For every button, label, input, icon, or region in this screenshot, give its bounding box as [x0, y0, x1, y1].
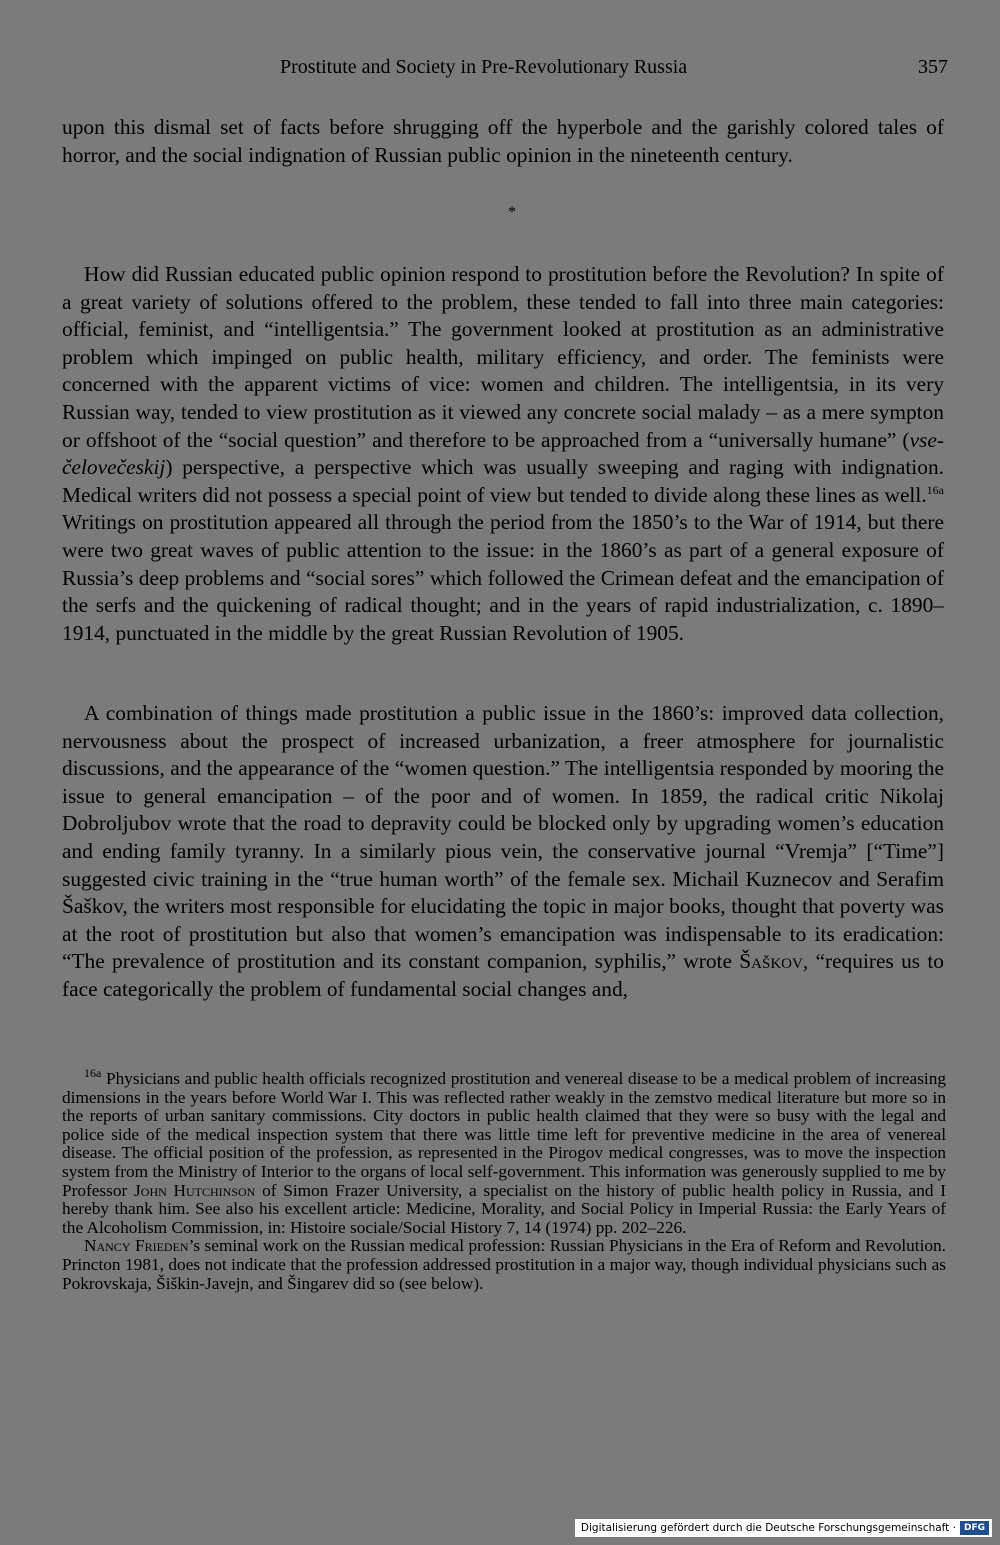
section-separator: * [508, 204, 516, 221]
page-number: 357 [918, 56, 948, 78]
paragraph-3-text-a: A combination of things made prostitution a public issue in the 1860’s: improved data collection, nervousness about the prospect of increased urbanization, a freer atmosphere for journalistic discussions, and the appearance of the “women question.” The intelligentsia responded by mooring the issue to general emancipation – of the poor and of women. In 1859, the radical critic Nikolaj Dobroljubov wrote that the road to depravity could be blocked only by upgrading women’s education and ending family tyranny. In a similarly pious vein, the conservative journal “Vremja” [“Time”] suggested civic training in the “true human worth” of the female sex. Michail Kuznecov and Serafim Šaškov, the writers most responsible for elucidating the topic in major books, thought that poverty was at the root of prostitution but also that women’s emancipation was indispensable to its eradication: “The prevalence of prostitution and its constant companion, syphilis,” wrote [62, 701, 944, 974]
paragraph-2-italic-term: vse-čelovečeskij [62, 427, 944, 480]
paragraph-2 [62, 261, 944, 647]
footer-text: Digitalisierung gefördert durch die Deutsche Forschungsgemeinschaft · [580, 1522, 956, 1534]
page-header [0, 56, 1000, 86]
paragraph-3-text-b: , “requires us to face categorically the problem of fundamental social changes and, [62, 949, 944, 1001]
footnote-mark: 16a [84, 1066, 102, 1081]
digitization-footer [575, 1519, 992, 1537]
paragraph-3 [62, 700, 944, 1004]
footnote-reference-16a: 16a [926, 482, 944, 497]
running-title: Prostitute and Society in Pre-Revolutionary Russia [280, 56, 688, 78]
paragraph-2-text-c: Writings on prostitution appeared all through the period from the 1850’s to the War of 1914, but there were two great waves of public attention to the issue: in the 1860’s as part of a general exposure of Russia’s deep problems and “social sores” which followed the Crimean defeat and the emancipation of the serfs and the quickening of radical thought; and in the years of rapid industrialization, c. 1890–1914, punctuated in the middle by the great Russian Revolution of 1905. [62, 510, 944, 645]
footnote-16a-text-a: Physicians and public health officials recognized prostitution and venereal disease to be a medical problem of increasing dimensions in the years before World War I. This was reflected rather weakly in the zemstvo medical literature but more so in the reports of urban sanitary commissions. City doctors in public health claimed that they were so busy with the legal and police side of the medical inspection system that there was little time left for preventive medicine in the area of venereal disease. The official position of the profession, as represented in the Pirogov medical congresses, was to move the inspection system from the Ministry of Interior to the organs of local self-government. This information was generously supplied to me by Professor [62, 1069, 946, 1200]
paragraph-2-text-b: ) perspective, a perspective which was usually sweeping and raging with indignation. Medical writers did not possess a special point of view but tended to divide along these lines as well. [62, 455, 944, 507]
author-name-frieden: Nancy Frieden [84, 1236, 189, 1256]
footnotes [62, 1066, 947, 1293]
author-name-hutchinson: John Hutchinson [134, 1180, 256, 1200]
footnote-16a [62, 1066, 946, 1237]
footnote-16a-continued-text: ’s seminal work on the Russian medical profession: Russian Physicians in the Era of Reform and Revolution. Princton 1981, does not indicate that the profession addressed prostitution in a major way, though individual physicians such as Pokrovskaja, Šiškin-Javejn, and Šingarev did so (see below). [62, 1236, 947, 1293]
footnote-16a-text-b: of Simon Frazer University, a specialist on the history of public health policy in Russia, and I hereby thank him. See also his excellent article: Medicine, Morality, and Social Policy in Imperial Russia: the Early Years of the Alcoholism Commission, in: Histoire sociale/Social History 7, 14 (1974) pp. 202–226. [62, 1180, 946, 1237]
paragraph-2-text-a: How did Russian educated public opinion respond to prostitution before the Revolution? In spite of a great variety of solutions offered to the problem, these tended to fall into three main categories: official, feminist, and “intelligentsia.” The government looked at prostitution as an administrative problem which impinged on public health, military efficiency, and order. The feminists were concerned with the apparent victims of vice: women and children. The intelligentsia, in its very Russian way, tended to view prostitution as it viewed any concrete social malady – as a mere sympton or offshoot of the “social question” and therefore to be approached from a “universally humane” ( [62, 262, 944, 452]
author-name-saskov: Šaškov [739, 949, 803, 974]
paragraph-1: upon this dismal set of facts before shrugging off the hyperbole and the garishly colored tales of horror, and the social indignation of Russian public opinion in the nineteenth century. [62, 115, 944, 167]
footnote-16a-continued [62, 1237, 946, 1293]
dfg-logo: DFG [960, 1521, 989, 1535]
